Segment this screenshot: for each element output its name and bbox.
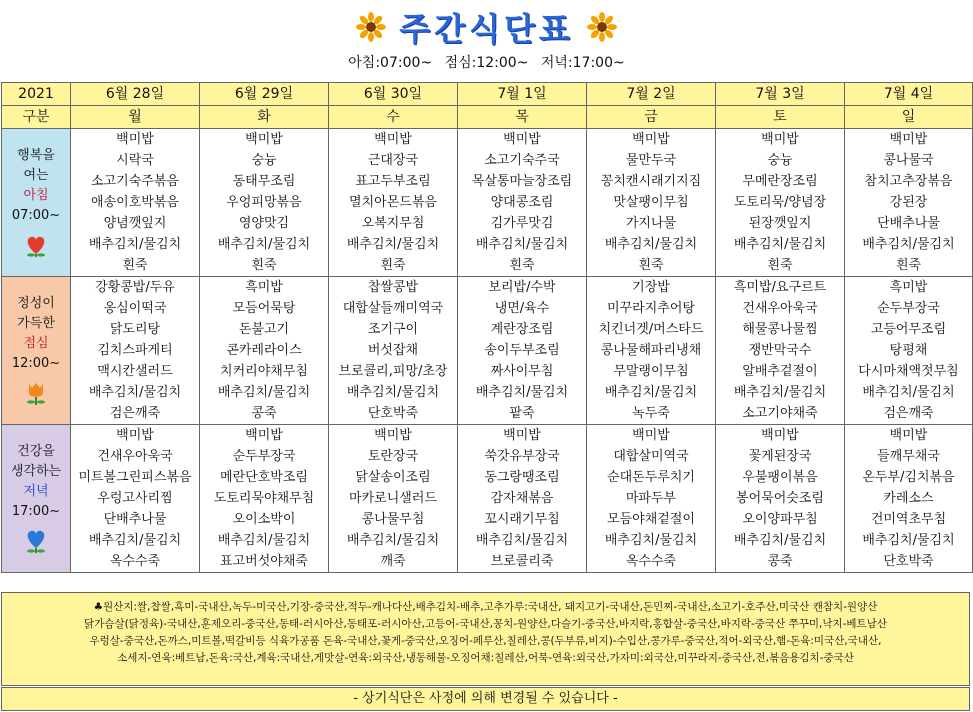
menu-item: 보리밥/수박 (458, 277, 587, 299)
lunch-menu-row (2, 403, 973, 425)
category-label: 구분 (2, 106, 71, 129)
menu-item: 흰죽 (71, 255, 200, 277)
menu-item: 물만두국 (587, 150, 716, 171)
menu-item: 콩나물해파리냉채 (587, 340, 716, 361)
origin-line: ♣원산지:쌀,찹쌀,흑미-국내산,녹두-미국산,기장-중국산,적두-캐나다산,배추김치-배추,고추가루:국내산, 돼지고기-국내산,돈민찌-국내산,소고기-호주산,미국산 캔참치-원양산 (93, 601, 878, 613)
menu-item: 숭늉 (716, 150, 845, 171)
breakfast-menu-row (2, 129, 973, 151)
menu-item: 백미밥 (200, 129, 329, 151)
menu-item: 양념깻잎지 (71, 213, 200, 234)
breakfast-label (2, 129, 71, 277)
menu-item: 배추김치/물김치 (200, 530, 329, 551)
lunch-time: 점심:12:00~ (444, 55, 529, 71)
lunch-menu-row (2, 277, 973, 299)
meal-name: 저녁 (23, 483, 49, 499)
menu-item: 배추김치/물김치 (458, 382, 587, 403)
year-cell: 2021 (2, 83, 71, 106)
dinner-menu-row (2, 425, 973, 447)
menu-item: 배추김치/물김치 (71, 234, 200, 255)
lunch-menu-row (2, 361, 973, 382)
origin-info (1, 592, 970, 686)
origin-line: 닭가슴살(닭정육)-국내산,훈제오리-중국산,동태-러시아산,동태포-러시아산,고등어-국내산,꽁치-원양산,다슬기-중국산,바지락,홍합살-중국산,바지락-중국산 쭈꾸미,낙지-베트남산 (84, 618, 887, 630)
menu-item: 배추김치/물김치 (587, 382, 716, 403)
menu-item: 해물콩나물찜 (716, 319, 845, 340)
menu-item: 알배추겉절이 (716, 361, 845, 382)
menu-item: 동태무조림 (200, 171, 329, 192)
blue-heart-flower-icon (2, 526, 70, 556)
breakfast-menu-row (2, 192, 973, 213)
menu-item: 흰죽 (200, 255, 329, 277)
date-cell: 7월 3일 (716, 83, 845, 106)
menu-item: 콩죽 (200, 403, 329, 425)
menu-item: 소고기야채죽 (716, 403, 845, 425)
breakfast-menu-row (2, 255, 973, 277)
origin-line: 우렁살-중국산,돈까스,미트볼,떡갈비등 식육가공품 돈육-국내산,꽃게-중국산,오징어-페루산,칠레산,콩(두부류,비지)-수입산,콩가루-중국산,적어-외국산,햄-돈육:미국산,국내산, (89, 635, 882, 647)
menu-item: 영양맛김 (200, 213, 329, 234)
menu-item: 강된장 (845, 192, 973, 213)
dinner-menu-row (2, 530, 973, 551)
meal-time: 12:00~ (11, 355, 61, 371)
menu-item: 온두부/김치볶음 (845, 467, 973, 488)
menu-item: 흰죽 (716, 255, 845, 277)
menu-item: 돈불고기 (200, 319, 329, 340)
tulip-icon (2, 378, 70, 408)
menu-item: 배추김치/물김치 (71, 382, 200, 403)
menu-item: 배추김치/물김치 (845, 382, 973, 403)
menu-item: 옥수수죽 (71, 551, 200, 573)
menu-item: 백미밥 (587, 425, 716, 447)
dinner-menu-row (2, 509, 973, 530)
menu-item: 녹두죽 (587, 403, 716, 425)
meal-name: 점심 (23, 335, 49, 351)
menu-item: 백미밥 (71, 425, 200, 447)
menu-item: 미꾸라지추어탕 (587, 298, 716, 319)
menu-item: 배추김치/물김치 (716, 234, 845, 255)
breakfast-menu-row (2, 213, 973, 234)
day-cell: 금 (587, 106, 716, 129)
date-row (2, 83, 973, 106)
menu-item: 된장깻잎지 (716, 213, 845, 234)
menu-item: 건미역초무침 (845, 509, 973, 530)
menu-item: 옹심이떡국 (71, 298, 200, 319)
menu-item: 배추김치/물김치 (71, 530, 200, 551)
menu-item: 닭살송이조림 (329, 467, 458, 488)
menu-item: 콩나물무침 (329, 509, 458, 530)
lunch-menu-row (2, 319, 973, 340)
menu-item: 백미밥 (716, 129, 845, 151)
menu-item: 모듬어묵탕 (200, 298, 329, 319)
menu-item: 고등어무조림 (845, 319, 973, 340)
menu-item: 흰죽 (587, 255, 716, 277)
label-line: 생각하는 (10, 463, 62, 479)
day-cell: 일 (845, 106, 973, 129)
day-cell: 수 (329, 106, 458, 129)
menu-item: 깨죽 (329, 551, 458, 573)
lunch-label (2, 277, 71, 425)
breakfast-menu-row (2, 234, 973, 255)
menu-item: 브로콜리,피망/초장 (329, 361, 458, 382)
menu-item: 배추김치/물김치 (716, 382, 845, 403)
menu-item: 들깨무채국 (845, 446, 973, 467)
day-cell: 토 (716, 106, 845, 129)
menu-item: 조기구이 (329, 319, 458, 340)
menu-item: 맥시칸샐러드 (71, 361, 200, 382)
menu-item: 애송이호박볶음 (71, 192, 200, 213)
dinner-menu-row (2, 551, 973, 573)
menu-item: 마파두부 (587, 488, 716, 509)
menu-item: 멸치아몬드볶음 (329, 192, 458, 213)
menu-item: 대합살들깨미역국 (329, 298, 458, 319)
menu-item: 동그랑땡조림 (458, 467, 587, 488)
menu-item: 옥수수죽 (587, 551, 716, 573)
menu-item: 숭늉 (200, 150, 329, 171)
dinner-label (2, 425, 71, 573)
origin-line: 소세지-연육:베트남,돈육:국산,계육:국내산,게맛살-연육:외국산,냉동해물-오징어채:칠레산,어묵-연육:외국산,가자미:외국산,미꾸라지-중국산,전,볶음용김치-중국산 (117, 652, 854, 664)
menu-item: 흰죽 (329, 255, 458, 277)
menu-item: 백미밥 (458, 129, 587, 151)
menu-item: 쑥갓유부장국 (458, 446, 587, 467)
menu-item: 꽁치캔시래기지짐 (587, 171, 716, 192)
label-line: 가득한 (17, 315, 55, 331)
menu-item: 닭도리탕 (71, 319, 200, 340)
menu-item: 꼬시래기무침 (458, 509, 587, 530)
menu-item: 탕평채 (845, 340, 973, 361)
menu-item: 배추김치/물김치 (587, 530, 716, 551)
lunch-menu-row (2, 382, 973, 403)
menu-item: 꽃게된장국 (716, 446, 845, 467)
menu-item: 소고기숙주국 (458, 150, 587, 171)
menu-item: 건새우아욱국 (71, 446, 200, 467)
label-line: 여는 (23, 167, 49, 183)
menu-item: 김가루맛김 (458, 213, 587, 234)
footer-note: - 상기식단은 사정에 의해 변경될 수 있습니다 - (1, 687, 970, 711)
label-line: 정성이 (17, 295, 55, 311)
menu-item: 도토리묵/양념장 (716, 192, 845, 213)
day-cell: 화 (200, 106, 329, 129)
day-row (2, 106, 973, 129)
menu-item: 단호박죽 (845, 551, 973, 573)
menu-item: 오이소박이 (200, 509, 329, 530)
menu-item: 양대콩조림 (458, 192, 587, 213)
menu-item: 백미밥 (845, 129, 973, 151)
lunch-menu-row (2, 298, 973, 319)
menu-item: 콘카레라이스 (200, 340, 329, 361)
menu-item: 배추김치/물김치 (200, 382, 329, 403)
meal-times (0, 52, 973, 72)
menu-item: 건새우아욱국 (716, 298, 845, 319)
menu-item: 카레소스 (845, 488, 973, 509)
menu-item: 다시마채액젓무침 (845, 361, 973, 382)
menu-item: 배추김치/물김치 (329, 234, 458, 255)
menu-item: 치킨너겟/머스타드 (587, 319, 716, 340)
day-cell: 월 (71, 106, 200, 129)
menu-item: 백미밥 (458, 425, 587, 447)
menu-item: 검은깨죽 (71, 403, 200, 425)
meal-name: 아침 (23, 187, 49, 203)
meal-time: 17:00~ (11, 503, 61, 519)
label-line: 행복을 (17, 147, 55, 163)
date-cell: 6월 30일 (329, 83, 458, 106)
menu-item: 쟁반막국수 (716, 340, 845, 361)
date-cell: 7월 4일 (845, 83, 973, 106)
menu-item: 버섯잡채 (329, 340, 458, 361)
sunflower-icon (587, 12, 617, 42)
dinner-menu-row (2, 446, 973, 467)
menu-item: 배추김치/물김치 (329, 530, 458, 551)
menu-item: 단배추나물 (71, 509, 200, 530)
menu-item: 감자채볶음 (458, 488, 587, 509)
menu-item: 배추김치/물김치 (200, 234, 329, 255)
menu-item: 배추김치/물김치 (845, 234, 973, 255)
label-line: 건강을 (17, 443, 55, 459)
date-cell: 7월 2일 (587, 83, 716, 106)
menu-item: 표고버섯야채죽 (200, 551, 329, 573)
menu-item: 오복지무침 (329, 213, 458, 234)
day-cell: 목 (458, 106, 587, 129)
menu-item: 브로콜리죽 (458, 551, 587, 573)
menu-item: 근대장국 (329, 150, 458, 171)
menu-item: 순대돈두루치기 (587, 467, 716, 488)
menu-item: 백미밥 (71, 129, 200, 151)
dinner-menu-row (2, 467, 973, 488)
dinner-time: 저녁:17:00~ (540, 55, 625, 71)
menu-item: 목살통마늘장조림 (458, 171, 587, 192)
menu-item: 메란단호박조림 (200, 467, 329, 488)
breakfast-menu-row (2, 171, 973, 192)
heart-flower-icon (2, 230, 70, 260)
page-title: 주간식단표 (399, 10, 574, 48)
date-cell: 6월 28일 (71, 83, 200, 106)
menu-item: 무메란장조림 (716, 171, 845, 192)
menu-item: 우불팽이볶음 (716, 467, 845, 488)
menu-item: 배추김치/물김치 (587, 234, 716, 255)
dinner-menu-row (2, 488, 973, 509)
menu-item: 흰죽 (845, 255, 973, 277)
menu-item: 배추김치/물김치 (716, 530, 845, 551)
menu-item: 백미밥 (200, 425, 329, 447)
breakfast-menu-row (2, 150, 973, 171)
menu-item: 봉어묵어슷조림 (716, 488, 845, 509)
sunflower-icon (356, 12, 386, 42)
menu-item: 백미밥 (716, 425, 845, 447)
meal-time: 07:00~ (11, 207, 61, 223)
menu-item: 짜사이무침 (458, 361, 587, 382)
menu-item: 참치고추장볶음 (845, 171, 973, 192)
menu-item: 단배추나물 (845, 213, 973, 234)
menu-item: 가지나물 (587, 213, 716, 234)
date-cell: 7월 1일 (458, 83, 587, 106)
menu-item: 모듬야채겉절이 (587, 509, 716, 530)
menu-item: 송이두부조림 (458, 340, 587, 361)
menu-table (1, 82, 973, 573)
menu-item: 백미밥 (587, 129, 716, 151)
menu-item: 계란장조림 (458, 319, 587, 340)
menu-item: 순두부장국 (845, 298, 973, 319)
menu-item: 배추김치/물김치 (458, 234, 587, 255)
menu-item: 배추김치/물김치 (845, 530, 973, 551)
menu-item: 오이양파무침 (716, 509, 845, 530)
menu-item: 치커리야채무침 (200, 361, 329, 382)
menu-item: 소고기숙주볶음 (71, 171, 200, 192)
date-cell: 6월 29일 (200, 83, 329, 106)
menu-item: 배추김치/물김치 (329, 382, 458, 403)
menu-item: 흰죽 (458, 255, 587, 277)
title-row (0, 4, 973, 48)
menu-item: 김치스파게티 (71, 340, 200, 361)
menu-item: 도토리묵야채무침 (200, 488, 329, 509)
menu-item: 토란장국 (329, 446, 458, 467)
page-header (0, 0, 973, 82)
menu-item: 배추김치/물김치 (458, 530, 587, 551)
menu-item: 맛살팽이무침 (587, 192, 716, 213)
menu-item: 흑미밥 (200, 277, 329, 299)
menu-item: 흑미밥/요구르트 (716, 277, 845, 299)
menu-item: 팥죽 (458, 403, 587, 425)
menu-item: 우렁고사리찜 (71, 488, 200, 509)
menu-item: 찹쌀콩밥 (329, 277, 458, 299)
menu-item: 우엉피망볶음 (200, 192, 329, 213)
menu-item: 강황콩밥/두유 (71, 277, 200, 299)
menu-item: 시락국 (71, 150, 200, 171)
menu-item: 미트볼그린피스볶음 (71, 467, 200, 488)
menu-item: 냉면/육수 (458, 298, 587, 319)
menu-item: 무말랭이무침 (587, 361, 716, 382)
menu-item: 검은깨죽 (845, 403, 973, 425)
menu-item: 마카로니샐러드 (329, 488, 458, 509)
menu-item: 콩죽 (716, 551, 845, 573)
lunch-menu-row (2, 340, 973, 361)
menu-item: 표고두부조림 (329, 171, 458, 192)
menu-item: 백미밥 (329, 425, 458, 447)
menu-item: 순두부장국 (200, 446, 329, 467)
menu-item: 대합살미역국 (587, 446, 716, 467)
breakfast-time: 아침:07:00~ (348, 55, 433, 71)
menu-item: 흑미밥 (845, 277, 973, 299)
menu-item: 백미밥 (329, 129, 458, 151)
menu-item: 콩나물국 (845, 150, 973, 171)
menu-item: 기장밥 (587, 277, 716, 299)
menu-item: 단호박죽 (329, 403, 458, 425)
menu-item: 백미밥 (845, 425, 973, 447)
